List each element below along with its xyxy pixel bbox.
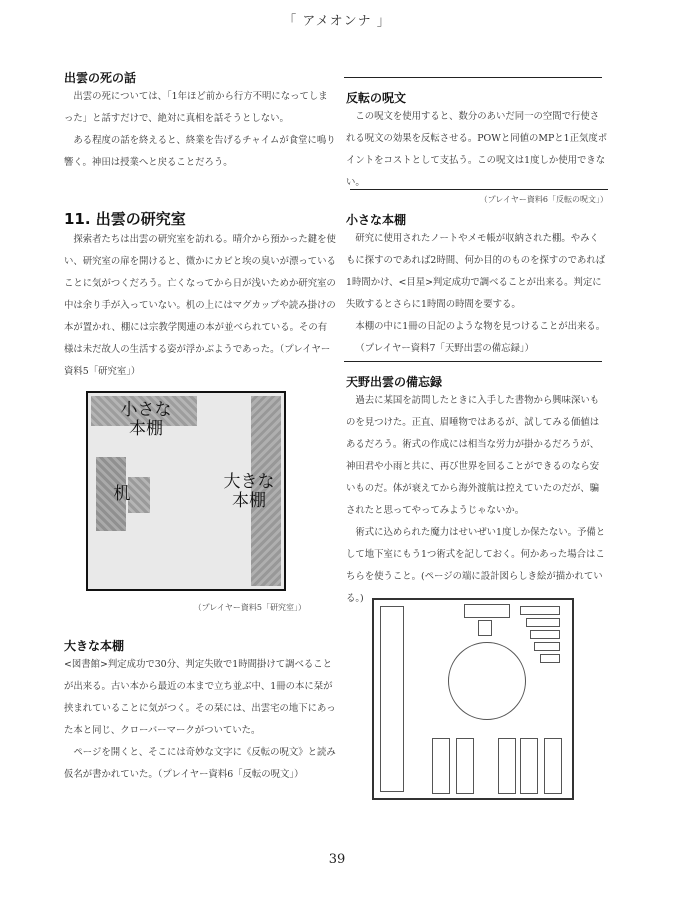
paragraph: 研究に使用されたノートやメモ帳が収納された棚。やみくもに探すのであれば2時間、何か目的のものを探すのであれば1時間かけ、<目星>判定成功で調べることが出来る。判定に失敗するとさらに1時間の時間を要する。 bbox=[346, 233, 606, 310]
section-heading: 大きな本棚 bbox=[64, 639, 125, 653]
paragraph: <図書館>判定成功で30分、判定失敗で1時間掛けて調べることが出来る。古い本から最近の本まで立ち並ぶ中、1冊の本に栞が挟まれていることに気がつく。その栞には、出雲宅の地下にあった本と同じ、クローバーマークがついていた。 bbox=[64, 659, 336, 736]
divider bbox=[350, 189, 608, 190]
paragraph: ある程度の話を終えると、終業を告げるチャイムが食堂に鳴り響く。神田は授業へと戻ることだろう。 bbox=[64, 135, 336, 168]
paragraph: ページを開くと、そこには奇妙な文字に《反転の呪文》と読み仮名が書かれていた。（プレイヤー資料6「反転の呪文」） bbox=[64, 747, 336, 780]
page-number: 39 bbox=[328, 852, 346, 867]
divider bbox=[344, 361, 602, 362]
sketch-box-small bbox=[478, 620, 492, 636]
section-heading: 小さな本棚 bbox=[346, 213, 407, 227]
small-bookshelf-label: 小さな 本棚 bbox=[120, 400, 172, 439]
paragraph: 本棚の中に1冊の日記のような物を見つけることが出来る。 bbox=[355, 321, 606, 332]
paragraph: 探索者たちは出雲の研究室を訪れる。晴介から預かった鍵を使い、研究室の扉を開けると、微かにカビと埃の臭いが漂っていることに気がつくだろう。亡くなってから日が浅いためか研究室の中は余り手が入っていない。机の上にはマグカップや読み掛けの本が置かれ、棚には宗教学関連の本が並べられている。その有様は未だ故人の生活する姿が浮かぶようであった。（プレイヤー資料5「研究室」） bbox=[64, 234, 336, 377]
section-heading: 反転の呪文 bbox=[346, 91, 407, 105]
section-small-bookshelf bbox=[346, 212, 608, 360]
section-heading: 出雲の死の話 bbox=[64, 71, 137, 85]
sketch-block bbox=[520, 738, 538, 794]
chapter-heading: 11. 出雲の研究室 bbox=[64, 210, 186, 228]
sketch-circle bbox=[448, 642, 526, 720]
section-izumo-death bbox=[64, 70, 336, 174]
sketch-block bbox=[544, 738, 562, 794]
handout-caption: （プレイヤー資料6「反転の呪文」） bbox=[479, 195, 608, 204]
sketch-step bbox=[540, 654, 560, 663]
section-izumo-memo bbox=[346, 374, 608, 610]
sketch-step bbox=[526, 618, 560, 627]
sketch-block bbox=[456, 738, 474, 794]
section-heading: 天野出雲の備忘録 bbox=[346, 375, 443, 389]
big-bookshelf-label: 大きな 本棚 bbox=[223, 472, 275, 511]
research-room-map bbox=[86, 391, 286, 591]
sketch-step bbox=[530, 630, 560, 639]
sketch-step bbox=[534, 642, 560, 651]
sketch-block bbox=[498, 738, 516, 794]
sketch-box-top bbox=[464, 604, 510, 618]
paragraph: この呪文を使用すると、数分のあいだ同一の空間で行使される呪文の効果を反転させる。POWと同値のMPと1正気度ポイントをコストとして支払う。この呪文は1度しか使用できない。 bbox=[346, 111, 608, 188]
sketch-block bbox=[432, 738, 450, 794]
paragraph: 過去に某国を訪問したときに入手した書物から興味深いものを見つけた。正直、眉唾物ではあるが、試してみる価値はあるだろう。術式の作成には相当な労力が掛かるだろうが、神田君や小雨と共に、再び世界を回ることができるのなら安いものだ。体が衰えてから海外渡航は控えていたのだが、騙されたと思ってやってみようじゃないか。 bbox=[346, 395, 600, 516]
desk-label: 机 bbox=[113, 484, 131, 504]
section-research-room bbox=[64, 209, 336, 383]
blueprint-sketch bbox=[372, 598, 574, 800]
sketch-shelf-left bbox=[380, 606, 404, 792]
paragraph: 出雲の死については、「1年ほど前から行方不明になってしまった」と話すだけで、絶対に真相を話そうとしない。 bbox=[64, 91, 328, 124]
sketch-step bbox=[520, 606, 560, 615]
paragraph: 術式に込められた魔力はせいぜい1度しか保たない。予備として地下室にもう1つ術式を記しておく。何かあった場合はこちらを使うこと。(ページの端に設計図らしき絵が描かれている。) bbox=[346, 527, 606, 604]
running-header: 「 アメオンナ 」 bbox=[283, 14, 391, 29]
paragraph: （プレイヤー資料7「天野出雲の備忘録」） bbox=[355, 343, 534, 354]
divider bbox=[344, 77, 602, 78]
section-big-bookshelf bbox=[64, 638, 336, 786]
figure-caption: （プレイヤー資料5「研究室」） bbox=[193, 603, 306, 612]
